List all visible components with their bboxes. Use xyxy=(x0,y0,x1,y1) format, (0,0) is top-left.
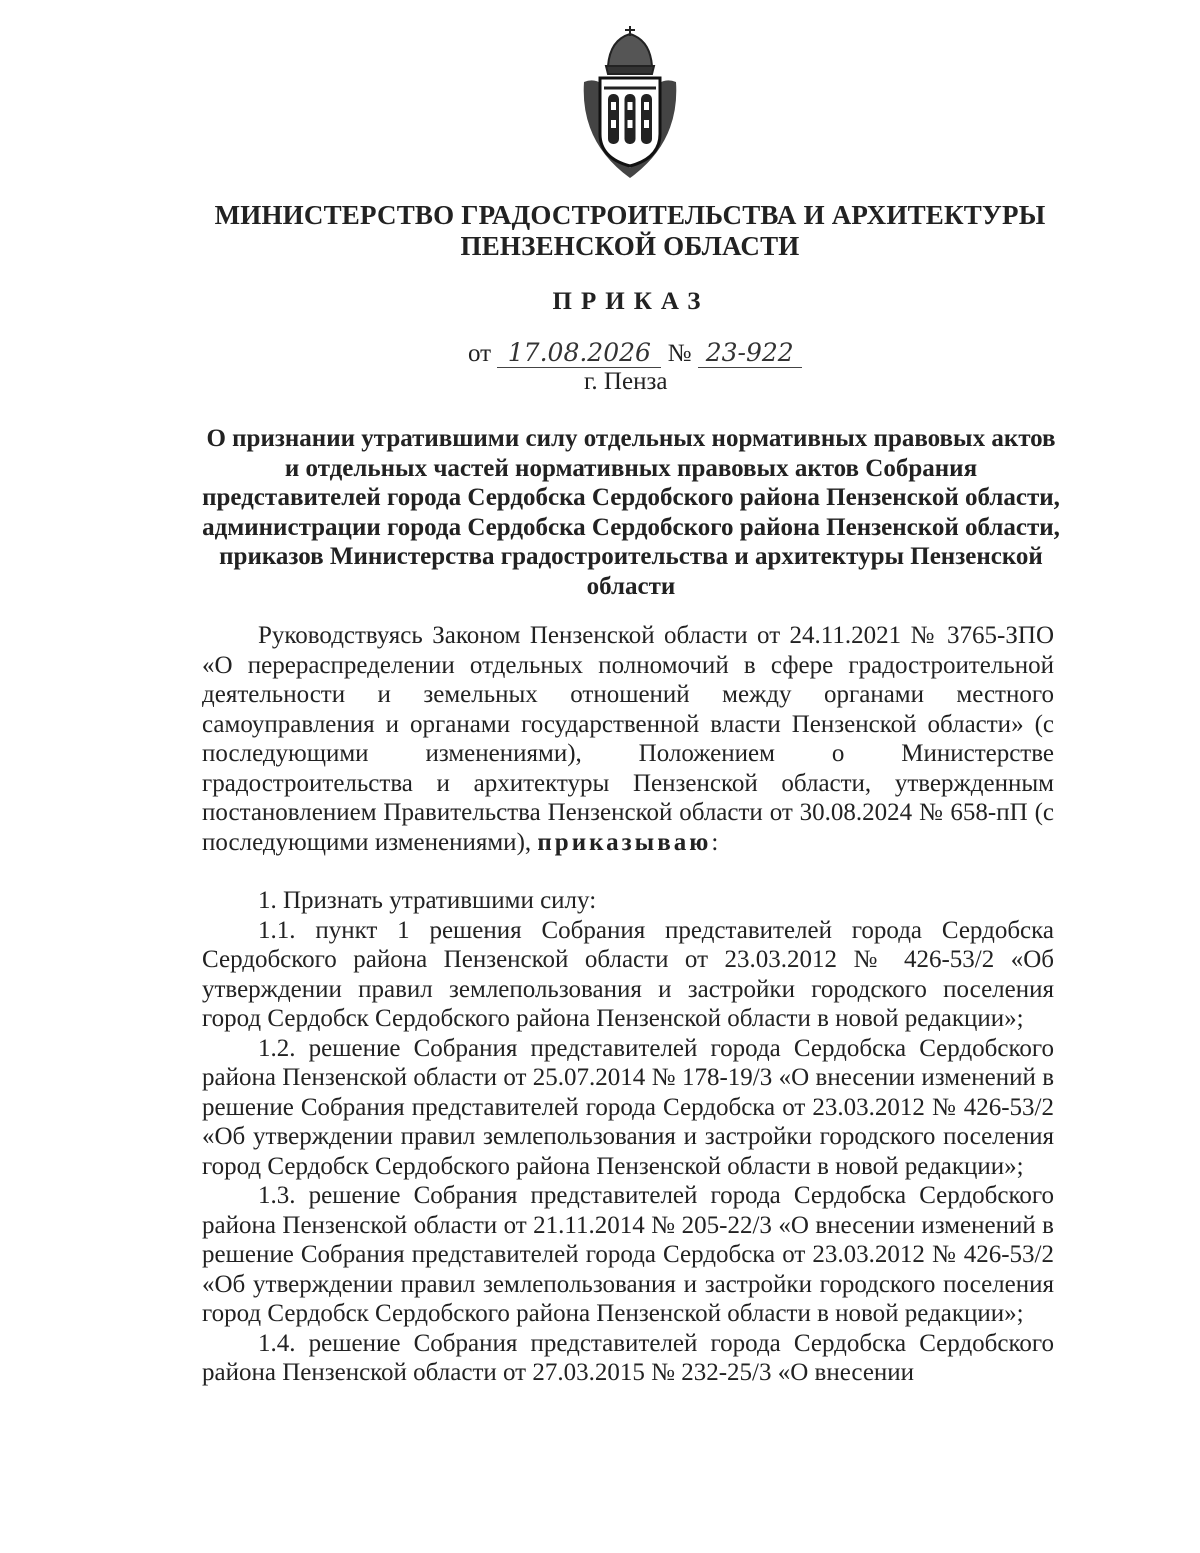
ministry-name-line2: ПЕНЗЕНСКОЙ ОБЛАСТИ xyxy=(460,231,800,261)
list-item: 1.1. пункт 1 решения Собрания представителей города Сердобска Сердобского района Пензенской области от 23.03.2012 № 426-53/2 «Об утверждении правил землепользования и застройки городского поселения город Сердобск Сердобского района Пензенской области в новой редакции»; xyxy=(202,916,1054,1032)
list-item: 1. Признать утратившими силу: xyxy=(258,887,597,914)
list-item: 1.3. решение Собрания представителей города Сердобска Сердобского района Пензенской области от 21.11.2014 № 205-22/3 «О внесении изменений в решение Собрания представителей города Сердобска от 23.03.2012 № 426-53/2 «Об утверждении правил землепользования и застройки городского поселения город Сердобск Сердобского района Пензенской области в новой редакции»; xyxy=(202,1182,1054,1327)
ministry-name xyxy=(150,200,1110,262)
handwritten-date: 17.08.2026 xyxy=(497,338,661,368)
preamble-end: : xyxy=(711,828,719,856)
preamble-command: приказываю xyxy=(537,828,712,856)
coat-of-arms-emblem xyxy=(570,22,690,182)
list-item: 1.2. решение Собрания представителей города Сердобска Сердобского района Пензенской области от 25.07.2014 № 178-19/3 «О внесении изменений в решение Собрания представителей города Сердобска от 23.03.2012 № 426-53/2 «Об утверждении правил землепользования и застройки городского поселения город Сердобск Сердобского района Пензенской области в новой редакции»; xyxy=(202,1034,1054,1180)
list-item: 1.4. решение Собрания представителей города Сердобска Сердобского района Пензенской области от 27.03.2015 № 232-25/3 «О внесении xyxy=(202,1329,1054,1386)
document-title: О признании утратившими силу отдельных нормативных правовых актов и отдельных частей нормативных правовых актов Собрания представителей города Сердобска Сердобского района Пензенской области, администрации города Сердобска Сердобского района Пензенской области, приказов Министерства градостроительства и архитектуры Пензенской области xyxy=(202,425,1060,600)
city-name: г. Пенза xyxy=(584,368,668,395)
preamble-text: Руководствуясь Законом Пензенской области от 24.11.2021 № 3765-ЗПО «О перераспределении отдельных полномочий в сфере градостроительной деятельности и земельных отношений между органами местного самоуправления и органами государственной власти Пензенской области» (с последующими изменениями), Положением о Министерстве градостроительства и архитектуры Пензенской области, утвержденным постановлением Правительства Пензенской области от 30.08.2024 № 658-пП (с последующими изменениями), xyxy=(202,622,1054,856)
number-prefix: № xyxy=(667,340,692,367)
preamble-paragraph xyxy=(202,621,1054,857)
ministry-name-line1: МИНИСТЕРСТВО ГРАДОСТРОИТЕЛЬСТВА И АРХИТЕКТУРЫ xyxy=(214,200,1046,230)
date-prefix: от xyxy=(468,340,492,367)
handwritten-number: 23-922 xyxy=(698,338,802,368)
document-type: ПРИКАЗ xyxy=(552,288,710,315)
date-number-line xyxy=(468,338,802,370)
document-body xyxy=(202,621,1054,1388)
